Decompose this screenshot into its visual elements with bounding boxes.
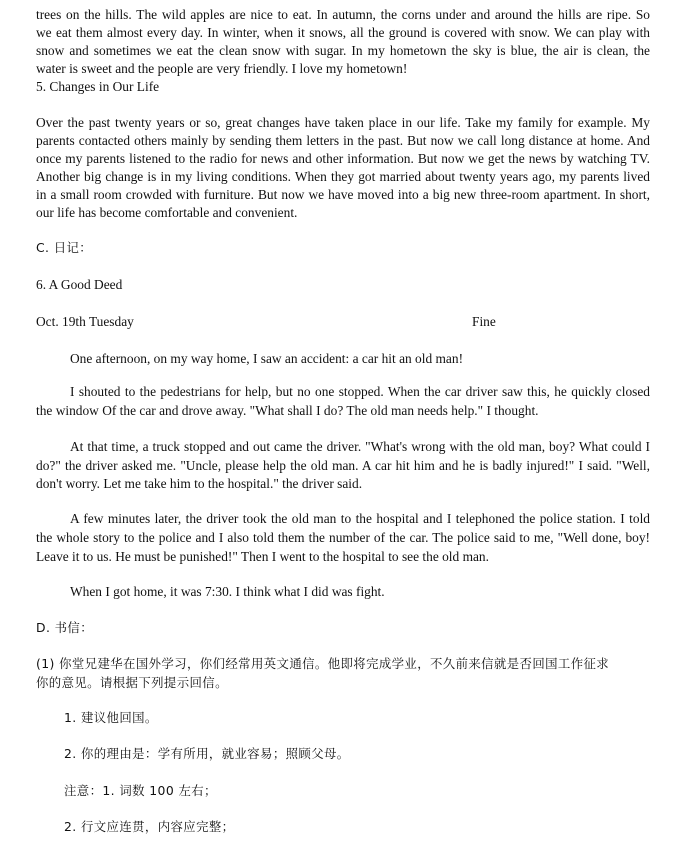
essay6-para2-line-1: I shouted to the pedestrians for help, but no one stopped. When the car driver saw this, he quickly closed	[70, 384, 650, 399]
essay6-para4-line-3: Leave it to us. He must be punished!" Then I went to the hospital to see the old man.	[36, 549, 489, 564]
essay5-line-2: parents contacted others mainly by sending them letters in the past. But now we call long distance at home. And	[36, 133, 650, 148]
diary-weather: Fine	[472, 314, 496, 329]
section-d-heading: D. 书信：	[36, 620, 93, 635]
letter-prompt-line-2: 你的意见。请根据下列提示回信。	[36, 675, 228, 690]
essay5-line-5: in a small room crowded with furniture. But now we have moved into a big new three-room apartment. In short,	[36, 187, 650, 202]
note-word-count: 注意：1. 词数 100 左右；	[64, 783, 217, 798]
diary-date: Oct. 19th Tuesday	[36, 314, 134, 329]
note-coherence: 2. 行文应连贯，内容应完整；	[64, 819, 235, 834]
essay5-line-3: once my parents listened to the radio for news and other information. But now we get the news by watching TV.	[36, 151, 650, 166]
hometown-line-4: water is sweet and the people are very friendly. I love my hometown!	[36, 61, 408, 76]
essay6-para5: When I got home, it was 7:30. I think what I did was fight.	[70, 584, 385, 599]
essay5-line-4: Another big change is in my living conditions. When they got married about twenty years ago, my parents lived	[36, 169, 650, 184]
essay6-para1: One afternoon, on my way home, I saw an accident: a car hit an old man!	[70, 351, 464, 366]
hometown-line-3: snow and sometimes we eat the clean snow with sugar. In my hometown the sky is blue, the air is clean, the	[36, 43, 650, 58]
essay5-line-1: Over the past twenty years or so, great changes have taken place in our life. Take my family for example. My	[36, 115, 650, 130]
letter-hint-2: 2. 你的理由是：学有所用，就业容易；照顾父母。	[64, 746, 350, 761]
essay6-para2-line-2: the window Of the car and drove away. "What shall I do? The old man needs help." I thought.	[36, 403, 539, 418]
hometown-line-1: trees on the hills. The wild apples are nice to eat. In autumn, the corns under and around the hills are ripe. So	[36, 7, 650, 22]
essay6-para3-line-3: don't worry. Let me take him to the hospital." the driver said.	[36, 476, 363, 491]
section-c-heading: C. 日记：	[36, 240, 93, 255]
essay6-para3-line-2: do?" the driver asked me. "Uncle, please help the old man. A car hit him and he is badly injured!" I said. "Well,	[36, 458, 650, 473]
hometown-line-2: we eat them almost every day. In winter, when it snows, all the ground is covered with snow. We can play with	[36, 25, 650, 40]
essay5-line-6: our life has become comfortable and convenient.	[36, 205, 298, 220]
essay6-heading: 6. A Good Deed	[36, 277, 123, 292]
essay6-para4-line-1: A few minutes later, the driver took the old man to the hospital and I telephoned the police station. I told	[70, 511, 650, 526]
essay6-para4-line-2: the whole story to the police and I also told them the number of the car. The police said to me, "Well done, boy!	[36, 530, 650, 545]
essay5-heading: 5. Changes in Our Life	[36, 79, 160, 94]
letter-hint-1: 1. 建议他回国。	[64, 710, 158, 725]
essay6-para3-line-1: At that time, a truck stopped and out came the driver. "What's wrong with the old man, boy? What could I	[70, 439, 650, 454]
letter-prompt-line-1: (1) 你堂兄建华在国外学习，你们经常用英文通信。他即将完成学业，不久前来信就是否回国工作征求	[36, 656, 610, 671]
